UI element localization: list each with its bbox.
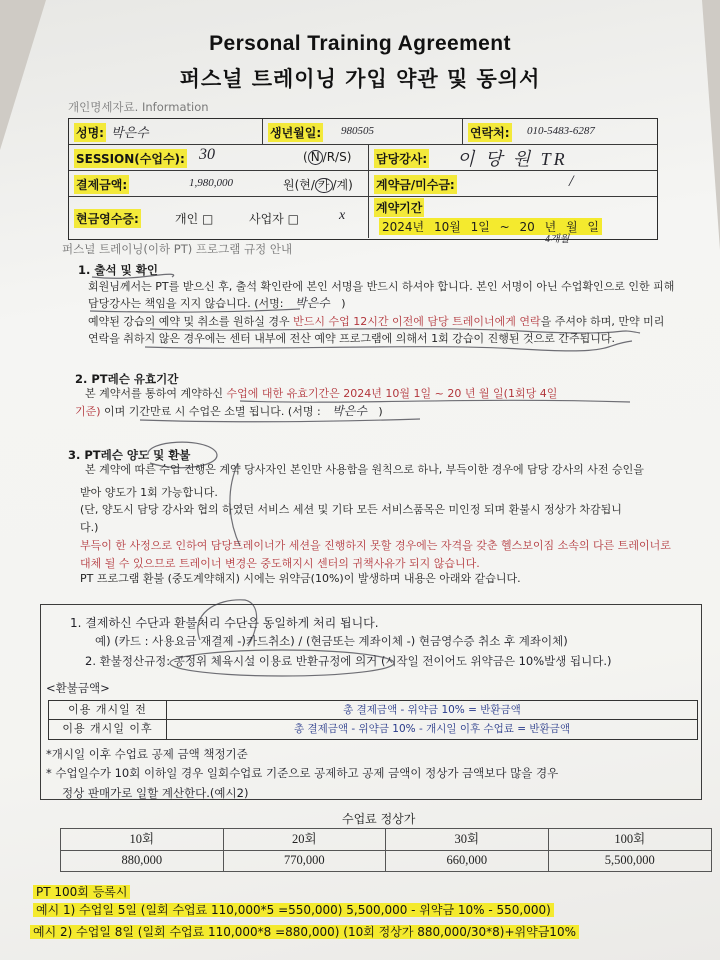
refund-case: 이용 개시일 이후: [49, 720, 167, 739]
attendance-line-2: [88, 296, 713, 312]
transfer-line-1: 본 계약에 따른 수업 진행은 계약 당사자인 본인만 사용함을 원칙으로 하나, 부득이한 경우에 담당 강사의 사전 승인을: [85, 463, 644, 476]
receipt-cell: [69, 197, 369, 238]
validity-line-2: [75, 404, 713, 420]
refund-rule-1: 1. 결제하신 수단과 환불처리 수단은 동일하게 처리 됩니다.: [70, 616, 379, 630]
attendance-line-2-end: ): [337, 297, 346, 310]
name-value: 박은수: [111, 125, 149, 140]
transfer-line-5: PT 프로그램 환불 (중도계약해지) 시에는 위약금(10%)이 발생하며 내용은 아래와 같습니다.: [80, 572, 521, 585]
payment-value: 1,980,000: [189, 177, 233, 189]
session-cell: [69, 145, 369, 170]
receipt-business-option: 사업자 □: [249, 212, 299, 226]
name-cell: [69, 119, 263, 144]
session-label: SESSION(수업수):: [74, 149, 187, 168]
table-row: [49, 701, 697, 720]
payment-unit-rest: /계): [332, 178, 353, 192]
validity-signature: 박은수: [332, 404, 367, 418]
info-row: [69, 119, 657, 145]
refund-table: [48, 700, 698, 740]
validity-line-2-end: ): [374, 405, 383, 418]
attendance-line-1: 회원님께서는 PT를 받으신 후, 출석 확인란에 본인 서명을 반드시 하셔야 합니다. 본인 서명이 아닌 수업확인으로 인한 피해: [88, 280, 675, 293]
price-table: [60, 828, 712, 872]
validity-line-1-red: 수업에 대한 유효기간은 2024년 10월 1일 ~ 20 년 월 일(1회당 4일: [226, 387, 558, 400]
transfer-line-3: (단, 양도시 담당 강사와 협의 하였던 서비스 세션 및 기타 모든 서비스품목은 미인정 되며 환불시 정상가 차감됩니: [80, 503, 622, 516]
refund-rule-2: 2. 환불정산규정: 공정위 체육시설 이용료 반환규정에 의거 (시작일 전이어도 위약금은 10%발생 됩니다.): [85, 654, 612, 668]
price-header-cell: 100회: [614, 832, 646, 846]
rules-heading: 퍼스널 트레이닝(이하 PT) 프로그램 규정 안내: [62, 242, 293, 256]
session-type-open: (: [303, 150, 308, 164]
deposit-value: /: [569, 173, 574, 190]
refund-note-1: *개시일 이후 수업료 공제 금액 책정기준: [46, 747, 248, 761]
payment-unit-selected: 카: [315, 178, 333, 193]
deposit-cell: [369, 171, 659, 196]
info-row: [69, 171, 657, 197]
birth-label: 생년월일:: [268, 123, 323, 142]
payment-label: 결제금액:: [74, 175, 129, 194]
refund-note-3: 정상 판매가로 일할 계산한다.(예시2): [62, 786, 249, 800]
attendance-line-3: [88, 314, 713, 330]
transfer-title: 3. PT레슨 양도 및 환불: [68, 448, 191, 462]
session-type-rest: /R/S): [322, 150, 352, 164]
price-value-cell: 5,500,000: [604, 853, 655, 867]
document-subtitle: 퍼스널 트레이닝 가입 약관 및 동의서: [179, 67, 541, 91]
attendance-line-2-text: 담당강사는 책임을 지지 않습니다. (서명:: [88, 297, 287, 310]
name-label: 성명:: [74, 123, 106, 142]
price-value-cell: 660,000: [386, 850, 549, 871]
session-type-selected: N: [308, 150, 323, 165]
attendance-line-3-text: 예약된 강습의 예약 및 취소를 원하실 경우: [88, 315, 294, 328]
price-header-cell: 30회: [386, 829, 549, 850]
trainer-label: 담당강사:: [374, 149, 429, 168]
transfer-line-4: 다.): [80, 521, 99, 534]
period-label: 계약기간: [374, 198, 424, 217]
validity-line-1: [85, 386, 713, 402]
transfer-red-line-2: 대체 될 수 있으므로 트레이너 변경은 중도해지시 센터의 귀책사유가 되지 않습니다.: [80, 557, 480, 570]
birth-cell: [263, 119, 463, 144]
document-title: Personal Training Agreement: [209, 32, 511, 55]
payment-unit-open: 원(현/: [283, 178, 315, 192]
table-row: [49, 720, 697, 739]
validity-line-1-text: 본 계약서를 통하여 계약하신: [85, 387, 227, 400]
birth-value: 980505: [341, 125, 374, 137]
trainer-cell: [369, 145, 659, 170]
info-caption: 개인명세자료. Information: [68, 100, 209, 114]
refund-formula: 총 결제금액 - 위약금 10% = 반환금액: [343, 704, 521, 716]
refund-case: 이용 개시일 전: [49, 701, 167, 719]
member-info-table: [68, 118, 658, 240]
info-row: [69, 145, 657, 171]
example-1-text: 예시 1) 수업일 5일 (일회 수업료 110,000*5 =550,000) 5,500,000 - 위약금 10% - 550,000): [33, 903, 554, 917]
receipt-mark: x: [339, 208, 346, 223]
refund-rule-1-example: 예) (카드 : 사용요금 재결제 -)카드취소) / (현금또는 계좌이체 -) 현금영수증 취소 후 계좌이체): [95, 634, 568, 648]
phone-label: 연락처:: [468, 123, 512, 142]
price-value-cell: 770,000: [224, 850, 387, 871]
validity-line-2-text: 이며 기간만료 시 수업은 소멸 됩니다. (서명 :: [100, 405, 325, 418]
example-2: [30, 924, 713, 942]
price-value-cell: 880,000: [61, 850, 224, 871]
phone-cell: [463, 119, 659, 144]
receipt-label: 현금영수증:: [74, 209, 141, 228]
period-note: 4개월: [545, 234, 570, 245]
price-header-row: [61, 829, 711, 851]
attendance-line-3-end: 을 주셔야 하며, 만약 미리: [540, 315, 665, 328]
transfer-line-2: 받아 양도가 1회 가능합니다.: [80, 486, 218, 499]
price-header-cell: 20회: [224, 829, 387, 850]
examples-heading-text: PT 100회 등록시: [33, 885, 130, 899]
price-header-cell: 10회: [61, 829, 224, 850]
period-value: 2024년 10월 1일 ~ 20 년 월 일: [379, 218, 602, 235]
payment-cell: [69, 171, 369, 196]
examples-heading: [33, 884, 333, 902]
receipt-personal-option: 개인 □: [175, 212, 214, 226]
attendance-signature: 박은수: [295, 296, 330, 310]
price-table-title: 수업료 정상가: [342, 812, 416, 826]
example-1: [33, 902, 713, 920]
phone-value: 010-5483-6287: [527, 125, 595, 137]
validity-title: 2. PT레슨 유효기간: [75, 372, 179, 386]
attendance-title: 1. 출석 및 확인: [78, 263, 158, 277]
deposit-label: 계약금/미수금:: [374, 175, 457, 194]
session-type: [303, 150, 351, 165]
trainer-value: 이 당 원 TR: [457, 149, 568, 169]
refund-note-2: * 수업일수가 10회 이하일 경우 일회수업료 기준으로 공제하고 공제 금액이 정상가 금액보다 많을 경우: [46, 766, 559, 780]
payment-unit: [283, 176, 353, 193]
period-cell: [369, 197, 659, 238]
attendance-line-3-red: 반드시 수업 12시간 이전에 담당 트레이너에게 연락: [293, 315, 541, 328]
price-value-row: [61, 850, 711, 871]
refund-amount-heading: <환불금액>: [46, 681, 110, 695]
refund-formula: 총 결제금액 - 위약금 10% - 개시일 이후 수업료 = 반환금액: [294, 723, 570, 735]
transfer-red-line-1: 부득이 한 사정으로 인하여 담당트레이너가 세션을 진행하지 못할 경우에는 자격을 갖춘 헬스보이짐 소속의 다른 트레이너로: [80, 539, 671, 552]
session-value: 30: [199, 146, 215, 163]
validity-line-2-red: 기준): [75, 405, 101, 418]
attendance-line-4: 연락을 취하지 않은 경우에는 센터 내부에 전산 예약 프로그램에 의해서 1회 강습이 진행된 것으로 간주됩니다.: [88, 332, 615, 345]
example-2-text: 예시 2) 수업일 8일 (일회 수업료 110,000*8 =880,000) (10회 정상가 880,000/30*8)+위약금10%: [30, 925, 579, 939]
